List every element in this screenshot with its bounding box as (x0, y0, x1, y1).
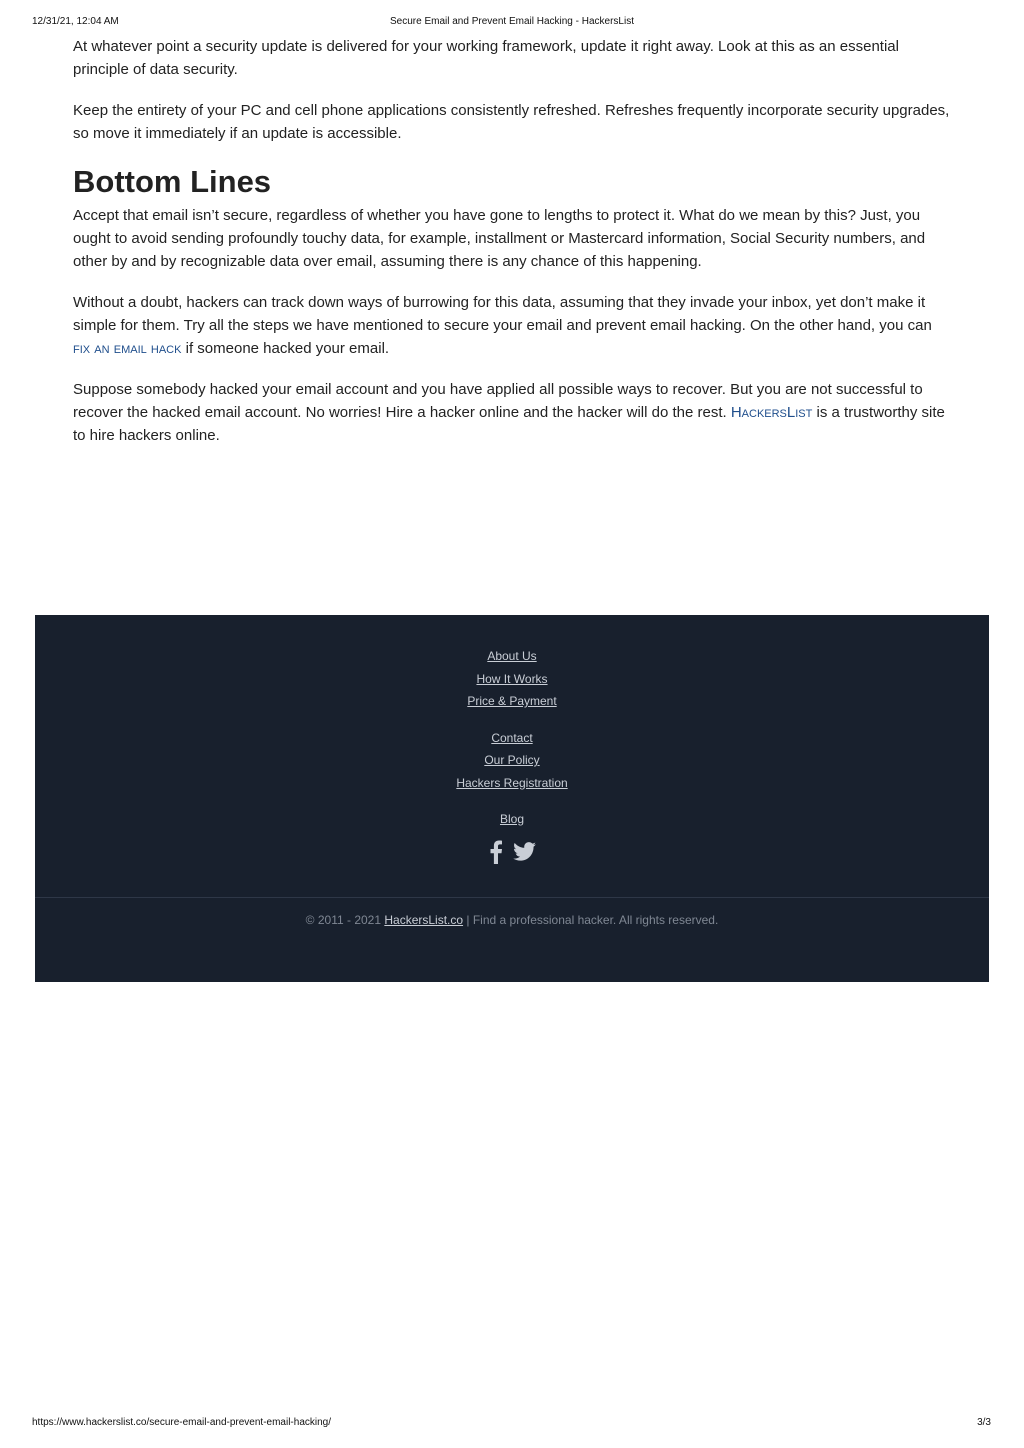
paragraph-text: Without a doubt, hackers can track down ways of burrowing for this data, assuming that they invade your inbox, yet don’t make it simple for them. Try all the steps we have mentioned to secure your email and prevent email hacking. On the other hand, you can (73, 294, 932, 334)
price-payment-link[interactable]: Price & Payment (467, 694, 557, 708)
footer-divider (35, 897, 989, 898)
print-datetime: 12/31/21, 12:04 AM (32, 16, 119, 27)
our-policy-link[interactable]: Our Policy (484, 753, 540, 767)
print-page-number: 3/3 (977, 1417, 991, 1428)
hackerslist-link[interactable]: HackersList (730, 404, 813, 421)
paragraph-hackers-track-down (73, 291, 953, 360)
footer-link-group (35, 727, 989, 795)
paragraph-hire-hacker (73, 378, 953, 447)
fix-email-hack-link[interactable]: fix an email hack (73, 340, 182, 357)
hackerslist-co-link[interactable]: HackersList.co (384, 913, 464, 927)
article-body (73, 35, 953, 465)
about-us-link[interactable]: About Us (487, 649, 537, 663)
site-footer (35, 615, 989, 982)
copyright-text: | Find a professional hacker. All rights reserved. (463, 913, 719, 927)
twitter-icon[interactable] (513, 842, 536, 861)
copyright-text: © 2011 - 2021 (305, 913, 385, 927)
social-links (35, 839, 989, 865)
contact-link[interactable]: Contact (491, 730, 533, 745)
print-url: https://www.hackerslist.co/secure-email-and-prevent-email-hacking/ (32, 1417, 332, 1428)
paragraph-email-not-secure: Accept that email isn’t secure, regardless of whether you have gone to lengths to protect it. What do we mean by this? Just, you ought to avoid sending profoundly touchy data, for example, installment or Mastercard information, Social Security numbers, and other by and by recognizable data over email, assuming there is any chance of this happening. (73, 207, 926, 270)
how-it-works-link[interactable]: How It Works (476, 671, 548, 686)
footer-link-group (35, 645, 989, 713)
paragraph-security-update: At whatever point a security update is delivered for your working framework, update it right away. Look at this as an essential principle of data security. (73, 38, 899, 78)
footer-link-group (35, 808, 989, 831)
blog-link[interactable]: Blog (499, 812, 525, 826)
print-footer (0, 1417, 1024, 1431)
paragraph-keep-apps-updated: Keep the entirety of your PC and cell phone applications consistently refreshed. Refreshes frequently incorporate security upgrades, so move it immediately if an update is accessible. (73, 102, 950, 142)
paragraph-text: Suppose somebody hacked your email account and you have applied all possible ways to recover. But you are not successful to recover the hacked email account. No worries! Hire a hacker online and the hacker will do the rest. (73, 381, 923, 421)
footer-links (35, 645, 989, 865)
hackers-registration-link[interactable]: Hackers Registration (456, 775, 568, 790)
print-header (0, 16, 1024, 30)
section-heading: Bottom Lines (73, 164, 272, 199)
facebook-icon[interactable] (489, 840, 503, 864)
paragraph-text: if someone hacked your email. (181, 340, 390, 357)
print-page-title: Secure Email and Prevent Email Hacking - HackersList (390, 16, 634, 27)
paragraph-text: is a trustworthy site to hire hackers online. (73, 404, 945, 444)
copyright (35, 912, 989, 928)
